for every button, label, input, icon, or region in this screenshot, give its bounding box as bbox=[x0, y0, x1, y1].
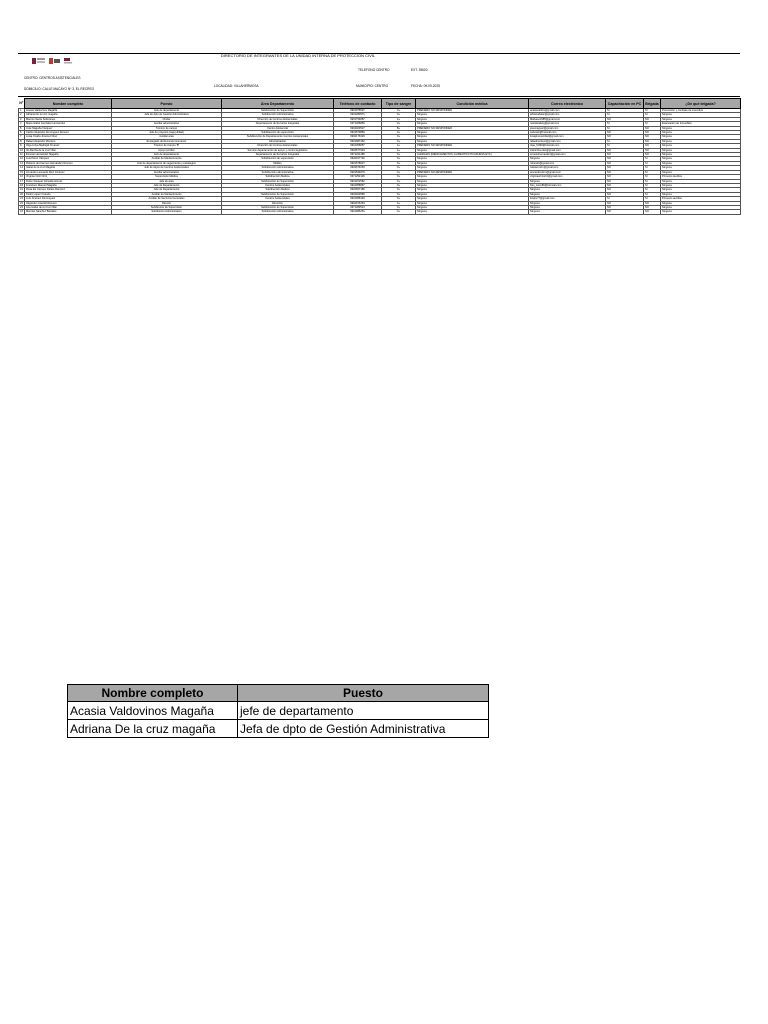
table-cell: 9931754887 bbox=[334, 117, 382, 121]
table-cell: José Magaña Vázquez bbox=[25, 126, 112, 130]
table-cell: Jefe de Departamento bbox=[112, 183, 222, 187]
table-cell: Departamento de Servicios Integrales bbox=[222, 153, 334, 157]
table-cell: 9931995449 bbox=[334, 197, 382, 201]
table-cell: Ana Isabel de la Cruz Olán bbox=[25, 205, 112, 209]
table-cell: 19 bbox=[20, 188, 23, 192]
summary-cell: Adriana De la cruz magaña bbox=[68, 720, 238, 738]
table-cell: O+ bbox=[382, 131, 416, 135]
table-cell: 14 bbox=[20, 166, 23, 170]
table-cell: O+ bbox=[382, 175, 416, 179]
table-cell: Servicio departamento de apoyo y control legislativo bbox=[222, 148, 334, 152]
table-cell: SI bbox=[644, 113, 661, 117]
table-cell: 9371221486 bbox=[334, 153, 382, 157]
table-cell: 9 bbox=[19, 144, 25, 148]
table-cell: Jefe de departamento bbox=[112, 153, 222, 157]
table-cell: Centros Asistenciales bbox=[222, 197, 334, 201]
table-cell: Rafael Alejandro Montero bbox=[25, 139, 112, 143]
table-cell: Subdirector de Supervisión bbox=[112, 205, 222, 209]
table-cell: NO bbox=[606, 179, 644, 183]
table-cell: 15 bbox=[20, 170, 23, 174]
table-cell: 9932976454 bbox=[334, 201, 382, 205]
table-cell: 9931283571 bbox=[334, 113, 382, 117]
table-cell: NO bbox=[644, 148, 661, 152]
table-cell: Ninguna bbox=[661, 113, 741, 117]
table-cell: Subdirección de Supervisión bbox=[222, 179, 334, 183]
table-cell: 9371366850 bbox=[334, 122, 382, 126]
table-cell: PREFIERO NO RESPONDER bbox=[416, 170, 529, 174]
table-cell: O+ bbox=[382, 161, 416, 165]
table-cell: O+ bbox=[382, 192, 416, 196]
table-cell: Luisa Ocaña Jiménez Díaz bbox=[25, 135, 112, 139]
table-cell: Encargado de Recursos Humanos bbox=[112, 139, 222, 143]
table-cell: Ninguna bbox=[661, 192, 741, 196]
table-cell: Subdirección Administrativa bbox=[222, 113, 334, 117]
table-cell: Ninguna bbox=[661, 117, 741, 121]
table-cell: O+ bbox=[382, 179, 416, 183]
table-cell: irisbertha.olan@gmail.com bbox=[529, 148, 606, 152]
table-cell: Auxiliar de Mantenimiento bbox=[112, 192, 222, 196]
table-cell: PREFIERO NO RESPONDER bbox=[416, 126, 529, 130]
table-cell: Dirección de Centros Asistenciales bbox=[222, 144, 334, 148]
column-header: Nombre completo bbox=[25, 99, 112, 109]
fecha-label: FECHA: 09-09-2025 bbox=[411, 84, 440, 88]
table-cell: Ninguna bbox=[661, 131, 741, 135]
table-cell: SI bbox=[644, 122, 661, 126]
table-cell: Ninguna bbox=[661, 144, 741, 148]
table-cell: Ninguna bbox=[529, 188, 606, 192]
table-cell: Ninguna bbox=[661, 166, 741, 170]
table-cell: Ninguna bbox=[416, 188, 529, 192]
table-cell: Ninguna bbox=[416, 117, 529, 121]
table-cell: Subdirección de Departamento Centros Asistenciales bbox=[222, 135, 334, 139]
table-cell: Médico bbox=[222, 161, 334, 165]
municipio-label: MUNICIPIO: CENTRO bbox=[356, 84, 389, 88]
telefono-value: EXT. 39600 bbox=[411, 68, 428, 72]
table-cell: Subdirección administrativa bbox=[222, 170, 334, 174]
table-cell: 3 bbox=[19, 117, 25, 121]
table-cell: 18 bbox=[20, 183, 23, 187]
table-cell: Ernesto Hernández Magaña bbox=[25, 153, 112, 157]
table-cell: Ninguna bbox=[416, 157, 529, 161]
table-cell: Ninguna bbox=[661, 183, 741, 187]
table-cell: A+ bbox=[382, 148, 416, 152]
table-cell: Ninguna bbox=[416, 161, 529, 165]
summary-header-row bbox=[68, 685, 489, 702]
table-cell: Ninguna bbox=[416, 122, 529, 126]
table-cell: Virginia Ortiz Ortiz bbox=[25, 175, 112, 179]
table-cell: Primeros auxilios bbox=[661, 197, 741, 201]
table-cell: 8 bbox=[19, 139, 25, 143]
table-cell: SI bbox=[644, 166, 661, 170]
table-cell: Ninguna bbox=[416, 183, 529, 187]
table-cell: SI bbox=[644, 170, 661, 174]
table-cell: 13 bbox=[20, 161, 23, 165]
table-cell: 9371282513 bbox=[334, 205, 382, 209]
table-cell: NO bbox=[606, 175, 644, 179]
table-cell: Subdirección de Supervisión bbox=[222, 205, 334, 209]
table-cell: 5 bbox=[19, 126, 25, 130]
table-cell: A+ bbox=[382, 144, 416, 148]
table-cell: 4 bbox=[19, 122, 25, 126]
table-cell: Centros Asistenciales bbox=[222, 183, 334, 187]
table-cell: NO bbox=[606, 166, 644, 170]
table-cell: O+ bbox=[382, 205, 416, 209]
table-cell: 9932674063 bbox=[334, 166, 382, 170]
telefono-label: TELEFONO CENTRO bbox=[358, 68, 390, 72]
table-cell: Isabel de la cruz Magaña bbox=[25, 166, 112, 170]
table-cell: adrianadelac@gmail.com bbox=[529, 113, 606, 117]
table-cell: SI bbox=[644, 157, 661, 161]
summary-cell: Acasia Valdovinos Magaña bbox=[68, 702, 238, 720]
table-cell: Ninguna bbox=[661, 188, 741, 192]
table-cell: 7 bbox=[19, 135, 25, 139]
table-cell: 10 bbox=[20, 148, 23, 152]
table-cell: Subdirección de Supervisión bbox=[222, 192, 334, 196]
table-cell: Jefe de depto de Centros Asistenciales bbox=[112, 166, 222, 170]
table-cell: NO bbox=[644, 153, 661, 157]
table-cell: Ninguna bbox=[529, 192, 606, 196]
table-cell: robertoh@gmail.com bbox=[529, 161, 606, 165]
table-cell: luisajimenezdiaz@gmail.com bbox=[529, 135, 606, 139]
table-cell: Ninguna bbox=[529, 205, 606, 209]
table-cell: O+ bbox=[382, 197, 416, 201]
column-header: Teléfono de contacto bbox=[334, 99, 382, 109]
table-cell: 9932917792 bbox=[334, 157, 382, 161]
domicilio-label: DOMICILIO: CALLE MACAYO Nº 3, EL RECREO bbox=[24, 87, 95, 91]
table-cell: O+ bbox=[382, 183, 416, 187]
header-rule bbox=[18, 96, 740, 97]
summary-row bbox=[68, 702, 489, 720]
column-header: Correo electrónico bbox=[529, 99, 606, 109]
table-cell: SI bbox=[644, 161, 661, 165]
table-cell: Ninguna bbox=[416, 175, 529, 179]
table-cell: SI bbox=[606, 126, 644, 130]
table-cell: Primeros Auxilios bbox=[661, 175, 741, 179]
table-cell: Administración bbox=[222, 139, 334, 143]
table-cell: Iris Bertha de la cruz Olán bbox=[25, 148, 112, 152]
table-cell: 23 bbox=[20, 205, 23, 209]
table-cell: Centro Asistencial bbox=[222, 126, 334, 130]
table-cell: 22 bbox=[20, 201, 23, 205]
table-cell: Ninguna bbox=[416, 135, 529, 139]
table-cell: O+ bbox=[382, 109, 416, 113]
table-cell: NO bbox=[606, 135, 644, 139]
table-cell: Departamento de Servicios Integrales bbox=[222, 122, 334, 126]
localidad-label: LOCALIDAD: VILLAHERMOSA bbox=[214, 84, 259, 88]
table-cell: SI bbox=[606, 139, 644, 143]
column-header: Área Departamento bbox=[222, 99, 334, 109]
table-cell: 9932577994 bbox=[334, 148, 382, 152]
table-cell: leonardoruizm@gmail.com bbox=[529, 170, 606, 174]
table-cell: Subdirección de supervisión bbox=[222, 157, 334, 161]
table-cell: SI bbox=[606, 109, 644, 113]
table-cell: Prevención y combate de incendios bbox=[661, 109, 741, 113]
table-cell: carlosdo@hotmail.com bbox=[529, 131, 606, 135]
table-cell: 21 bbox=[20, 197, 23, 201]
table-cell: Auxiliar de Mantenimiento bbox=[112, 157, 222, 161]
table-cell: Jefe de departamento bbox=[112, 109, 222, 113]
table-cell: Acasia Valdovinos Magaña bbox=[25, 109, 112, 113]
table-cell: Rosa del Carmen Zárate Ramírez bbox=[25, 188, 112, 192]
table-cell: 9932463589 bbox=[334, 192, 382, 196]
table-cell: SI bbox=[644, 183, 661, 187]
table-cell: Ninguna bbox=[416, 192, 529, 196]
table-cell: O+ bbox=[382, 135, 416, 139]
table-cell: ernestohernandez@gmail.com bbox=[529, 153, 606, 157]
summary-column-header: Nombre completo bbox=[68, 685, 238, 702]
table-cell: NO bbox=[606, 201, 644, 205]
table-cell: 9931987452 bbox=[334, 139, 382, 143]
table-cell: Chofer bbox=[112, 117, 222, 121]
table-cell: olga_MJ99@hotmail.com bbox=[529, 144, 606, 148]
table-cell: Luis Jiménez Domínguez bbox=[25, 197, 112, 201]
table-cell: Alejandro Gracidó Romero bbox=[25, 201, 112, 205]
table-cell: Dulce Vásquez Almeida Gómez bbox=[25, 179, 112, 183]
table-cell: Subdirección Médica bbox=[222, 188, 334, 192]
table-cell: O+ bbox=[382, 188, 416, 192]
table-cell: Subdirección Médica bbox=[222, 175, 334, 179]
table-cell: Auxiliar de Servicios Generales bbox=[112, 197, 222, 201]
table-cell: Ninguna bbox=[661, 205, 741, 209]
column-header: Puesto bbox=[112, 99, 222, 109]
table-cell: Armando Leonardo Ruiz Jiménez bbox=[25, 170, 112, 174]
table-cell: Pedro Lopez Ovando bbox=[25, 192, 112, 196]
table-cell: 2 bbox=[19, 113, 25, 117]
table-cell: 9931578627 bbox=[334, 161, 382, 165]
summary-row bbox=[68, 720, 489, 738]
table-cell: 17 bbox=[20, 179, 23, 183]
table-cell: mariaisabelg@gmail.com bbox=[529, 122, 606, 126]
table-cell: Ninguna bbox=[416, 113, 529, 117]
document-title: DIRECTORIO DE INTEGRANTES DE LA UNIDAD INTERNA DE PROTECCION CIVIL bbox=[220, 53, 376, 58]
table-cell: 9932657186 bbox=[334, 188, 382, 192]
table-cell: Ninguna bbox=[661, 179, 741, 183]
table-cell: Apoyo jurídico bbox=[112, 148, 222, 152]
table-cell: Ninguna bbox=[661, 161, 741, 165]
table-cell: 24 bbox=[20, 210, 23, 214]
table-cell: Jefa de dpto de Gestión Administrativa bbox=[112, 113, 222, 117]
table-cell: Ninguna bbox=[661, 148, 741, 152]
table-cell: SI bbox=[606, 144, 644, 148]
directory-table bbox=[18, 98, 741, 215]
table-cell: NO bbox=[644, 144, 661, 148]
table-row bbox=[19, 210, 741, 214]
table-cell: Ninguna bbox=[529, 157, 606, 161]
table-cell: NO bbox=[644, 117, 661, 121]
table-cell: NO bbox=[644, 205, 661, 209]
table-cell: Auxiliar administrativo bbox=[112, 122, 222, 126]
table-cell: 11 bbox=[20, 153, 23, 157]
table-cell: Maria Isabel Gonzalez Hernandez bbox=[25, 122, 112, 126]
table-cell: Ninguna bbox=[416, 166, 529, 170]
table-cell: O+ bbox=[382, 113, 416, 117]
table-cell: 9931356857 bbox=[334, 144, 382, 148]
table-cell: SI bbox=[606, 197, 644, 201]
table-cell: rafaelmontero@gmail.com bbox=[529, 139, 606, 143]
table-header-row bbox=[19, 99, 741, 109]
table-cell: NO bbox=[606, 157, 644, 161]
table-cell: A+ bbox=[382, 117, 416, 121]
centro-label: CENTRO: CENTROS ASISTENCIALES bbox=[24, 76, 81, 80]
table-cell: Ninguna bbox=[661, 153, 741, 157]
table-cell: Ninguna bbox=[661, 126, 741, 130]
table-cell: NO bbox=[606, 131, 644, 135]
table-cell: Ninguna bbox=[661, 201, 741, 205]
table-cell: Jefe de Departamento bbox=[112, 188, 222, 192]
table-cell: NO bbox=[644, 201, 661, 205]
table-cell: 6 bbox=[19, 131, 25, 135]
table-cell: O+ bbox=[382, 122, 416, 126]
table-cell: virginiaortizortiz@gmail.com bbox=[529, 175, 606, 179]
table-cell: 9931986251 bbox=[334, 210, 382, 214]
table-cell: 9932463527 bbox=[334, 126, 382, 130]
table-cell: Marcelo Sánchez Barrales bbox=[25, 210, 112, 214]
table-cell: Ninguna bbox=[661, 139, 741, 143]
table-cell: PREFIERO NO RESPONDER bbox=[416, 144, 529, 148]
table-cell: Ninguna bbox=[416, 205, 529, 209]
table-cell: Carlos Alejandro Domínguez Romero bbox=[25, 131, 112, 135]
column-header: Nº bbox=[19, 99, 25, 109]
table-cell: Subdirección de supervisión bbox=[222, 131, 334, 135]
table-cell: NO bbox=[606, 188, 644, 192]
table-cell: luisjim77@gmail.com bbox=[529, 197, 606, 201]
table-cell: Ninguna bbox=[416, 179, 529, 183]
table-cell: Subdirección Administrativa bbox=[222, 210, 334, 214]
table-cell: Auxiliar area bbox=[112, 135, 222, 139]
table-cell: Adriana De la cruz magaña bbox=[25, 113, 112, 117]
table-cell: Ninguna bbox=[529, 179, 606, 183]
table-cell: 16 bbox=[20, 175, 23, 179]
table-cell: SI bbox=[644, 175, 661, 179]
table-cell: Subdirector Administrativo bbox=[112, 210, 222, 214]
table-cell: SI bbox=[606, 113, 644, 117]
table-cell: Jefe de departamento de seguimiento y estrategico bbox=[112, 161, 222, 165]
table-cell: NO bbox=[644, 131, 661, 135]
table-cell: 1 bbox=[19, 109, 25, 113]
table-cell: Ninguna bbox=[529, 201, 606, 205]
table-cell: O+ bbox=[382, 210, 416, 214]
table-cell: NO bbox=[606, 205, 644, 209]
table-cell: Ninguna bbox=[416, 139, 529, 143]
table-cell: NO bbox=[606, 161, 644, 165]
table-cell: Dirección bbox=[222, 201, 334, 205]
table-cell: Subdirección de Supervisión bbox=[222, 109, 334, 113]
table-cell: Marcos Ibarra Soberanes bbox=[25, 117, 112, 121]
table-cell: PREFIERO NO RESPONDER bbox=[416, 109, 529, 113]
table-cell: Luis Pérez Vázquez bbox=[25, 157, 112, 161]
table-cell: O+ bbox=[382, 153, 416, 157]
table-cell: josemagvaz@gmail.com bbox=[529, 126, 606, 130]
table-cell: 9931976527 bbox=[334, 109, 382, 113]
table-cell: NO bbox=[644, 135, 661, 139]
table-cell: NO bbox=[606, 170, 644, 174]
table-cell: 9931579883 bbox=[334, 131, 382, 135]
table-cell: acasiavaldov@gmail.com bbox=[529, 109, 606, 113]
table-cell: 9932176329 bbox=[334, 135, 382, 139]
table-cell: Francisco Manuel Magaña bbox=[25, 183, 112, 187]
institution-logos-icon bbox=[32, 57, 102, 67]
table-cell: Subdirección Administrativa bbox=[222, 166, 334, 170]
table-cell: SI bbox=[644, 197, 661, 201]
table-cell: O+ bbox=[382, 139, 416, 143]
table-cell: Dirección de Centros Asistenciales bbox=[222, 117, 334, 121]
table-cell: 12 bbox=[20, 157, 23, 161]
table-cell: Ninguna bbox=[416, 197, 529, 201]
table-cell: Ninguna bbox=[416, 148, 529, 152]
table-cell: Maibaso1985@gmail.com bbox=[529, 117, 606, 121]
table-cell: NO bbox=[606, 210, 644, 214]
table-cell: Ninguna bbox=[661, 135, 741, 139]
table-cell: Ninguna bbox=[661, 157, 741, 161]
table-cell: 9931972582 bbox=[334, 179, 382, 183]
table-cell: fran_cisco89@hotmail.com bbox=[529, 183, 606, 187]
table-cell: Ninguna bbox=[661, 170, 741, 174]
table-cell: NO bbox=[606, 192, 644, 196]
column-header: Capacitación en PC bbox=[606, 99, 644, 109]
summary-cell: jefe de departamento bbox=[238, 702, 489, 720]
summary-cell: Jefa de dpto de Gestión Administrativa bbox=[238, 720, 489, 738]
table-cell: Ninguna bbox=[661, 210, 741, 214]
table-cell: NO bbox=[606, 153, 644, 157]
column-header: Tipo de sangre bbox=[382, 99, 416, 109]
table-cell: Director bbox=[112, 201, 222, 205]
table-cell: NO bbox=[606, 183, 644, 187]
table-cell: Supervisión Médica bbox=[112, 175, 222, 179]
table-cell: 20 bbox=[20, 192, 23, 196]
table-cell: 9371252136 bbox=[334, 175, 382, 179]
table-cell: NO bbox=[606, 117, 644, 121]
table-cell: O+ bbox=[382, 170, 416, 174]
table-cell: SI bbox=[644, 188, 661, 192]
table-cell: Técnico de campo bbox=[112, 126, 222, 130]
table-cell: SI bbox=[644, 192, 661, 196]
column-header: Condición médica bbox=[416, 99, 529, 109]
table-cell: O+ bbox=[382, 157, 416, 161]
table-cell: SI bbox=[606, 122, 644, 126]
table-cell: Jefe de proyecto (caja jubilad) bbox=[112, 131, 222, 135]
table-cell: O+ bbox=[382, 166, 416, 170]
table-cell: SI bbox=[644, 109, 661, 113]
table-cell: NO bbox=[606, 148, 644, 152]
table-cell: Evacuación de Inmuebles bbox=[661, 122, 741, 126]
table-cell: 9931958867 bbox=[334, 183, 382, 187]
table-cell: Olga Lidya Madrigal Jiménez bbox=[25, 144, 112, 148]
table-cell: ALERGIAS (MEDICAMENTOS: ALIMENTOS PICADURAS ETC.) bbox=[416, 153, 529, 157]
summary-column-header: Puesto bbox=[238, 685, 489, 702]
table-cell: Ninguna bbox=[416, 201, 529, 205]
table-cell: A+ bbox=[382, 201, 416, 205]
summary-table bbox=[67, 684, 489, 738]
table-cell: Roberto del Carmen Hernández Romero bbox=[25, 161, 112, 165]
table-cell: Jefe de área bbox=[112, 179, 222, 183]
table-cell: Ninguna bbox=[529, 210, 606, 214]
table-cell: Técnico de Campo 'B' bbox=[112, 144, 222, 148]
column-header: Brigada bbox=[644, 99, 661, 109]
table-cell: NO bbox=[644, 139, 661, 143]
column-header: ¿De qué brigada? bbox=[661, 99, 741, 109]
table-cell: 9931534879 bbox=[334, 170, 382, 174]
table-cell: NO bbox=[644, 210, 661, 214]
table-cell: NO bbox=[644, 126, 661, 130]
table-cell: Auxiliar administrativo bbox=[112, 170, 222, 174]
table-cell: Ninguna bbox=[416, 131, 529, 135]
table-cell: SI bbox=[644, 179, 661, 183]
table-cell: Ninguna bbox=[416, 210, 529, 214]
table-cell: B+ bbox=[382, 126, 416, 130]
table-cell: isdelacruzm@gmail.com bbox=[529, 166, 606, 170]
